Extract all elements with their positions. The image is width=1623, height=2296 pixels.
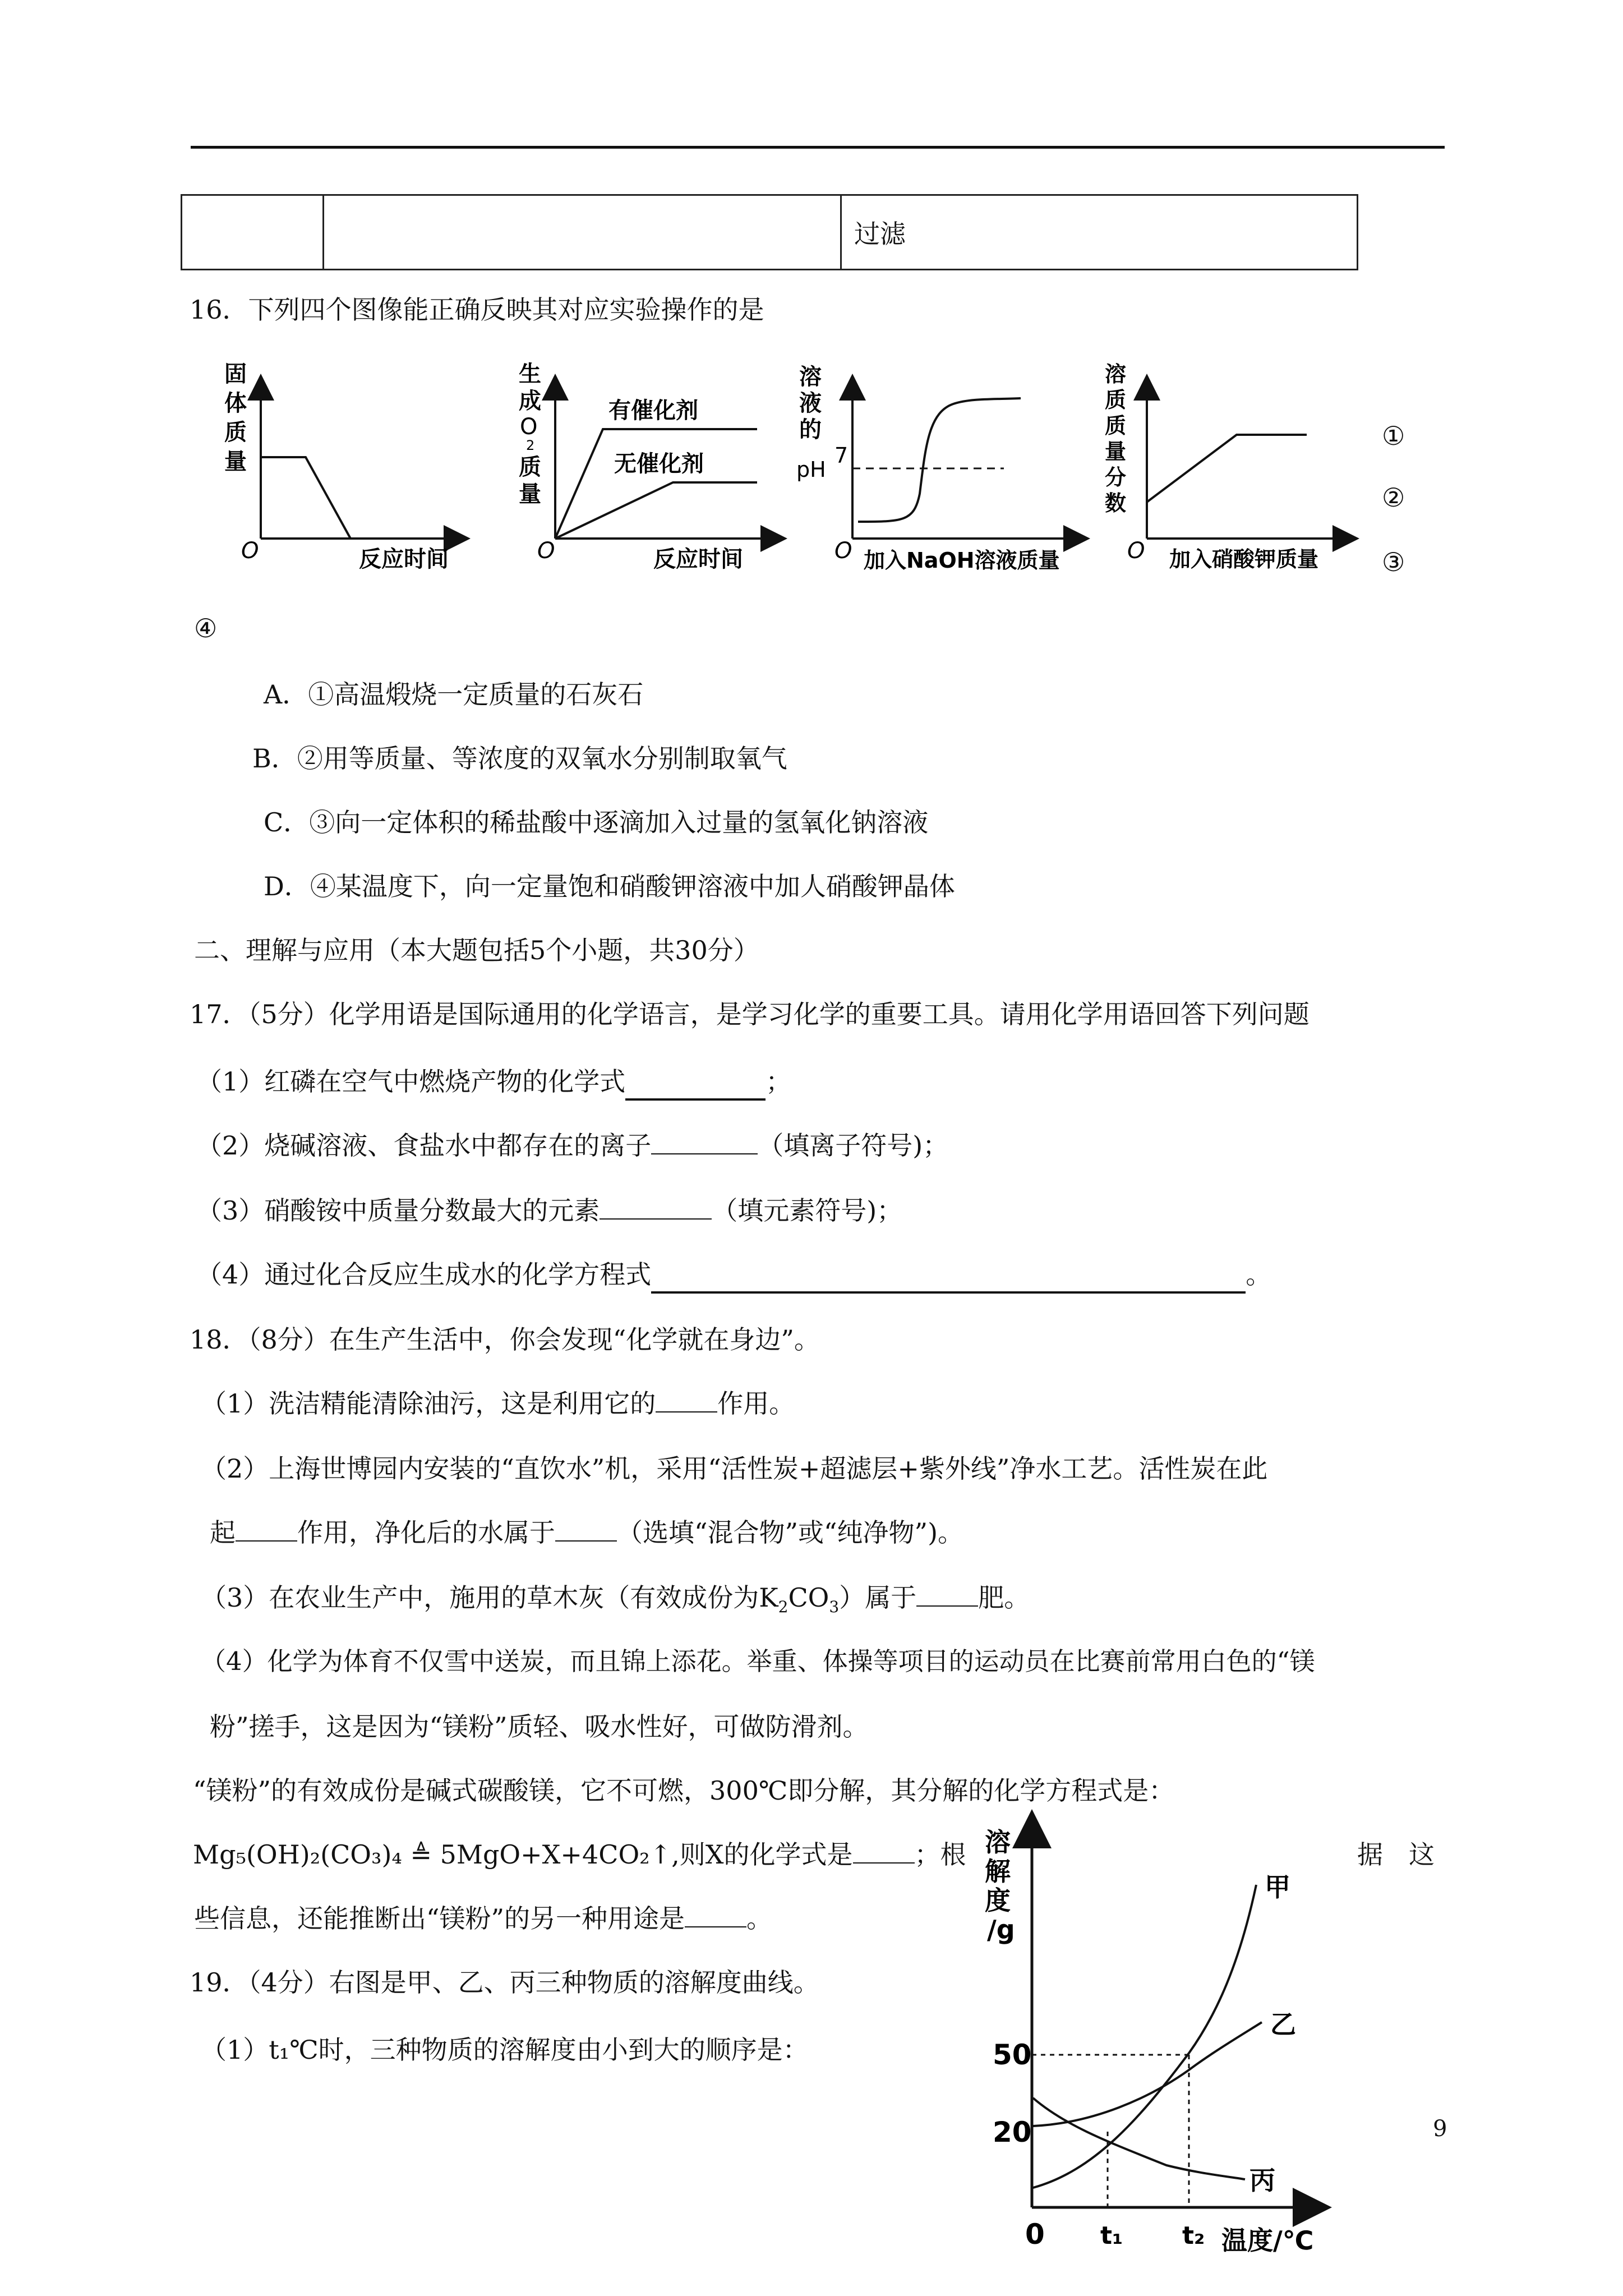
q18-equation-tail: ；根 xyxy=(914,1839,966,1870)
label-yi: 乙 xyxy=(1270,2009,1296,2040)
chart-2-ylabel-6: 量 xyxy=(519,481,541,507)
q18-answer-5[interactable] xyxy=(685,1902,746,1927)
q17-answer-2[interactable] xyxy=(651,1129,758,1154)
chart-2-ylabel-3: O xyxy=(520,414,538,440)
q18-part-2: （2）上海世博园内安装的“直饮水”机，采用“活性炭+超滤层+紫外线”净水工艺。活性炭在此 xyxy=(201,1453,1268,1484)
x-origin: 0 xyxy=(1025,2218,1045,2251)
solubility-ylabel-3: 度 xyxy=(985,1885,1011,1916)
q18-part-1-tail: 作用。 xyxy=(717,1388,795,1419)
q18-part-3-text: （3）在农业生产中，施用的草木灰（有效成份为K xyxy=(201,1582,778,1613)
chart-3-ref-label: 7 xyxy=(834,443,849,468)
chart-1-ylabel-1: 固 xyxy=(224,361,247,387)
marker-4: ④ xyxy=(194,613,218,643)
chart-2-series-2-label: 无催化剂 xyxy=(614,451,704,477)
q18-answer-2a[interactable] xyxy=(236,1516,297,1542)
x-tick-t1: t₁ xyxy=(1100,2221,1123,2250)
q17-part-4 xyxy=(196,1258,1271,1294)
q17-part-3-text: （3）硝酸铵中质量分数最大的元素 xyxy=(196,1195,600,1226)
q18-part-1 xyxy=(201,1387,795,1420)
chart-3-ylabel-3: 的 xyxy=(799,417,822,443)
chart-3-ylabel-4: pH xyxy=(796,457,826,482)
marker-1: ① xyxy=(1382,421,1405,451)
chart-4-ylabel-2: 质 xyxy=(1105,388,1127,412)
marker-3: ③ xyxy=(1382,547,1405,577)
q18-part-3-sub-1: 2 xyxy=(778,1598,789,1617)
curve-yi xyxy=(1033,2022,1262,2126)
q17-part-2-tail: （填离子符号)； xyxy=(758,1130,949,1161)
solubility-xlabel: 温度/℃ xyxy=(1221,2225,1314,2256)
q18-equation-text: Mg₅(OH)₂(CO₃)₄ ≜ 5MgO+X+4CO₂↑,则X的化学式是 xyxy=(193,1839,853,1870)
q18-part-2b-text-1: 起 xyxy=(210,1517,236,1548)
solubility-ylabel-2: 解 xyxy=(985,1856,1011,1887)
chart-2-ylabel-5: 质 xyxy=(519,454,541,480)
q18-part-1-text: （1）洗洁精能清除油污，这是利用它的 xyxy=(201,1388,656,1419)
table-cell-3: 过滤 xyxy=(841,195,1358,270)
q18-part-5: “镁粉”的有效成份是碱式碳酸镁，它不可燃，300℃即分解，其分解的化学方程式是： xyxy=(193,1775,1175,1806)
chart-4-ylabel-4: 量 xyxy=(1105,439,1127,464)
answer-table xyxy=(181,194,1358,270)
chart-1-ylabel-2: 体 xyxy=(224,390,247,416)
q18-part-2b-text-2: 作用，净化后的水属于 xyxy=(297,1517,555,1548)
q16-option-b: B．②用等质量、等浓度的双氧水分别制取氧气 xyxy=(252,743,787,774)
q17-part-3 xyxy=(196,1194,902,1227)
q19-part-1: （1）t₁℃时，三种物质的溶解度由小到大的顺序是： xyxy=(201,2035,809,2065)
chart-2-ylabel-1: 生 xyxy=(519,361,541,387)
chart-3-ylabel-1: 溶 xyxy=(799,364,822,390)
q18-part-4: （4）化学为体育不仅雪中送炭，而且锦上添花。举重、体操等项目的运动员在比赛前常用白色的“镁 xyxy=(201,1646,1315,1676)
chart-3-xlabel: 加入NaOH溶液质量 xyxy=(864,548,1060,573)
table-cell-2 xyxy=(324,195,841,270)
q18-answer-4[interactable] xyxy=(853,1838,915,1864)
q17-part-4-tail: 。 xyxy=(1246,1259,1272,1290)
q18-part-4b: 粉”搓手，这是因为“镁粉”质轻、吸水性好，可做防滑剂。 xyxy=(210,1711,869,1742)
q17-answer-3[interactable] xyxy=(600,1194,712,1220)
label-bing: 丙 xyxy=(1249,2165,1275,2196)
q16-option-c: C．③向一定体积的稀盐酸中逐滴加入过量的氢氧化钠溶液 xyxy=(264,807,929,838)
chart-1-line xyxy=(261,457,351,539)
solubility-ylabel-1: 溶 xyxy=(985,1827,1011,1857)
chart-3-ylabel-2: 液 xyxy=(799,390,822,416)
x-tick-t2: t₂ xyxy=(1182,2221,1205,2250)
q18-stem: 18．（8分）在生产生活中，你会发现“化学就在身边”。 xyxy=(190,1324,820,1355)
header-rule xyxy=(191,146,1445,149)
q16-chart-1 xyxy=(202,359,494,578)
q17-part-1-tail: ； xyxy=(766,1066,792,1097)
chart-4-ylabel-1: 溶 xyxy=(1105,362,1127,386)
q18-part-3-tail-2: 肥。 xyxy=(978,1582,1030,1613)
marker-2: ② xyxy=(1382,482,1405,513)
q17-part-4-text: （4）通过化合反应生成水的化学方程式 xyxy=(196,1259,652,1290)
page-number: 9 xyxy=(1433,2116,1447,2142)
chart-3-curve xyxy=(858,398,1021,522)
q17-part-1 xyxy=(196,1065,791,1101)
q17-answer-1[interactable] xyxy=(625,1065,766,1101)
q17-answer-4[interactable] xyxy=(651,1258,1246,1294)
chart-2-ylabel-2: 成 xyxy=(519,388,541,414)
chart-2-origin: O xyxy=(537,538,555,564)
q16-option-a: A．①高温煅烧一定质量的石灰石 xyxy=(264,679,644,710)
q18-answer-1[interactable] xyxy=(656,1387,717,1412)
q16-option-d: D．④某温度下，向一定量饱和硝酸钾溶液中加人硝酸钾晶体 xyxy=(264,871,955,901)
chart-4-ylabel-3: 质 xyxy=(1105,413,1127,438)
chart-3-origin: O xyxy=(834,538,852,564)
curve-bing xyxy=(1033,2098,1245,2179)
q16-chart-3 xyxy=(785,359,1099,578)
label-jia: 甲 xyxy=(1265,1872,1290,1902)
y-tick-20: 20 xyxy=(993,2116,1032,2148)
chart-4-line xyxy=(1147,435,1307,502)
chart-2-series-1-label: 有催化剂 xyxy=(608,398,698,424)
q17-part-2 xyxy=(196,1129,948,1162)
q18-part-6-text: 些信息，还能推断出“镁粉”的另一种用途是 xyxy=(194,1903,685,1934)
chart-4-ylabel-5: 分 xyxy=(1105,465,1127,490)
chart-1-origin: O xyxy=(241,538,259,564)
q18-part-2b-text-3: （选填“混合物”或“纯净物”)。 xyxy=(617,1517,964,1548)
chart-1-ylabel-3: 质 xyxy=(224,420,247,445)
q16-chart-2 xyxy=(510,359,802,578)
chart-1-ylabel-4: 量 xyxy=(224,449,247,475)
chart-4-origin: O xyxy=(1127,538,1145,564)
chart-2-series-1 xyxy=(555,429,757,539)
q18-answer-3[interactable] xyxy=(916,1581,978,1607)
q18-answer-2b[interactable] xyxy=(555,1516,617,1542)
solubility-chart xyxy=(981,1806,1352,2272)
y-tick-50: 50 xyxy=(993,2039,1032,2071)
section-2-title: 二、理解与应用（本大题包括5个小题，共30分） xyxy=(194,935,759,965)
chart-1-xlabel: 反应时间 xyxy=(359,546,449,572)
chart-2-xlabel: 反应时间 xyxy=(653,546,743,572)
chart-2-ylabel-4: 2 xyxy=(526,438,535,453)
chart-4-xlabel: 加入硝酸钾质量 xyxy=(1169,547,1319,572)
q17-part-1-text: （1）红磷在空气中燃烧产物的化学式 xyxy=(196,1066,626,1097)
q18-part-3 xyxy=(201,1581,1030,1624)
q18-equation-right: 据 这 xyxy=(1357,1839,1435,1870)
curve-jia xyxy=(1033,1885,1256,2188)
q17-part-2-text: （2）烧碱溶液、食盐水中都存在的离子 xyxy=(196,1130,652,1161)
chart-2-series-2 xyxy=(555,482,757,539)
table-cell-1 xyxy=(182,195,324,270)
q18-part-3-sub-2: 3 xyxy=(829,1598,840,1617)
q19-stem: 19．（4分）右图是甲、乙、丙三种物质的溶解度曲线。 xyxy=(190,1967,819,1998)
q18-equation xyxy=(193,1838,966,1871)
solubility-ylabel-4: /g xyxy=(987,1915,1015,1945)
q18-part-6 xyxy=(194,1902,772,1935)
q17-stem: 17．（5分）化学用语是国际通用的化学语言，是学习化学的重要工具。请用化学用语回答下列问题 xyxy=(190,999,1310,1029)
q18-part-3-mid: CO xyxy=(788,1582,829,1613)
chart-4-ylabel-6: 数 xyxy=(1105,491,1127,516)
q18-part-6-tail: 。 xyxy=(746,1903,773,1934)
q18-part-3-tail-1: ）属于 xyxy=(839,1582,917,1613)
q16-stem: 16．下列四个图像能正确反映其对应实验操作的是 xyxy=(190,295,764,325)
q16-chart-4 xyxy=(1088,359,1380,578)
q17-part-3-tail: （填元素符号)； xyxy=(712,1195,903,1226)
q18-part-2b xyxy=(210,1516,963,1549)
